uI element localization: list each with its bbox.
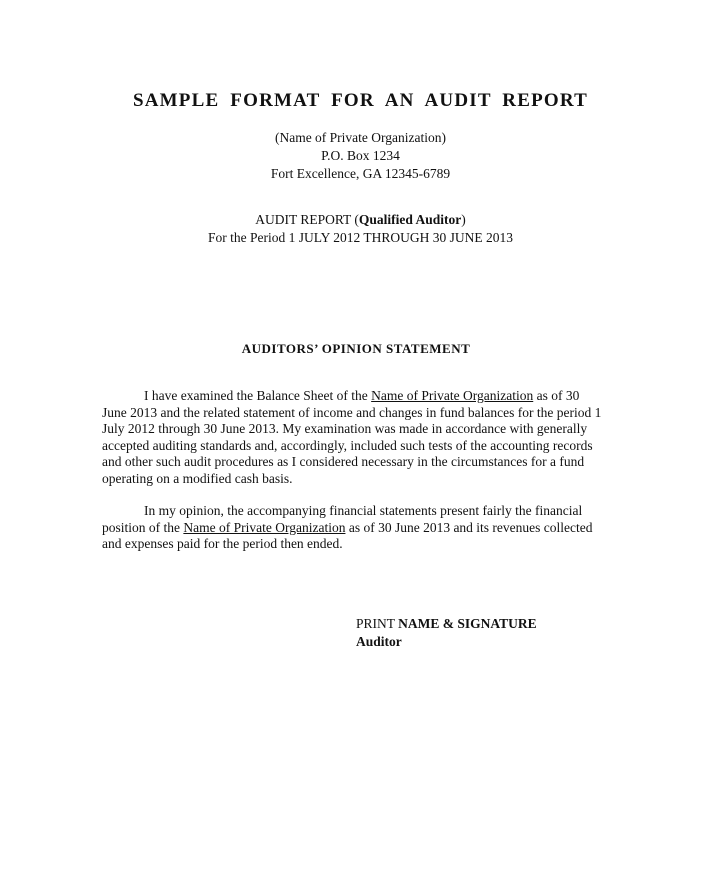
report-header (0, 211, 721, 247)
auditor-role-label: Auditor (356, 634, 402, 649)
signature-name-label: NAME & SIGNATURE (398, 616, 537, 631)
signature-line (356, 615, 537, 633)
auditor-role (356, 633, 537, 651)
organization-name-underlined: Name of Private Organization (183, 519, 346, 535)
report-period: For the Period 1 JULY 2012 THROUGH 30 JUNE 2013 (207, 230, 513, 245)
paragraph-2-start: In my opinion, the accompanying financial statements present fairly the financial position of the (102, 503, 583, 535)
opinion-paragraph-2 (102, 503, 607, 553)
report-qualifier: Qualified Auditor (358, 212, 462, 227)
paragraph-2-rest: as of 30 June 2013 and its revenues collected and expenses paid for the period then ended. (102, 519, 593, 552)
document-title: SAMPLE FORMAT FOR AN AUDIT REPORT (132, 90, 589, 111)
signature-print-label: PRINT (356, 616, 399, 631)
organization-name: (Name of Private Organization) (274, 130, 447, 145)
report-type-line (0, 211, 721, 229)
po-box: P.O. Box 1234 (321, 148, 400, 163)
section-heading: AUDITORS’ OPINION STATEMENT (241, 341, 471, 356)
organization-address (0, 129, 721, 183)
organization-name-underlined: Name of Private Organization (371, 388, 534, 403)
report-label-close: ) (461, 212, 466, 227)
report-label: AUDIT REPORT ( (255, 212, 359, 227)
paragraph-1-start: I have examined the Balance Sheet of the (144, 388, 372, 403)
city-state-zip: Fort Excellence, GA 12345-6789 (270, 166, 451, 181)
signature-block (356, 615, 537, 651)
paragraph-1-rest: as of 30 June 2013 and the related statement of income and changes in fund balances for the period 1 July 2012 through 30 June 2013. My examination was made in accordance with generally accepted auditing standards and, accordingly, included such tests of the accounting records and other such audit procedures as I considered necessary in the circumstances for a fund operating on a modified cash basis. (102, 388, 602, 486)
opinion-paragraph-1 (102, 388, 607, 488)
